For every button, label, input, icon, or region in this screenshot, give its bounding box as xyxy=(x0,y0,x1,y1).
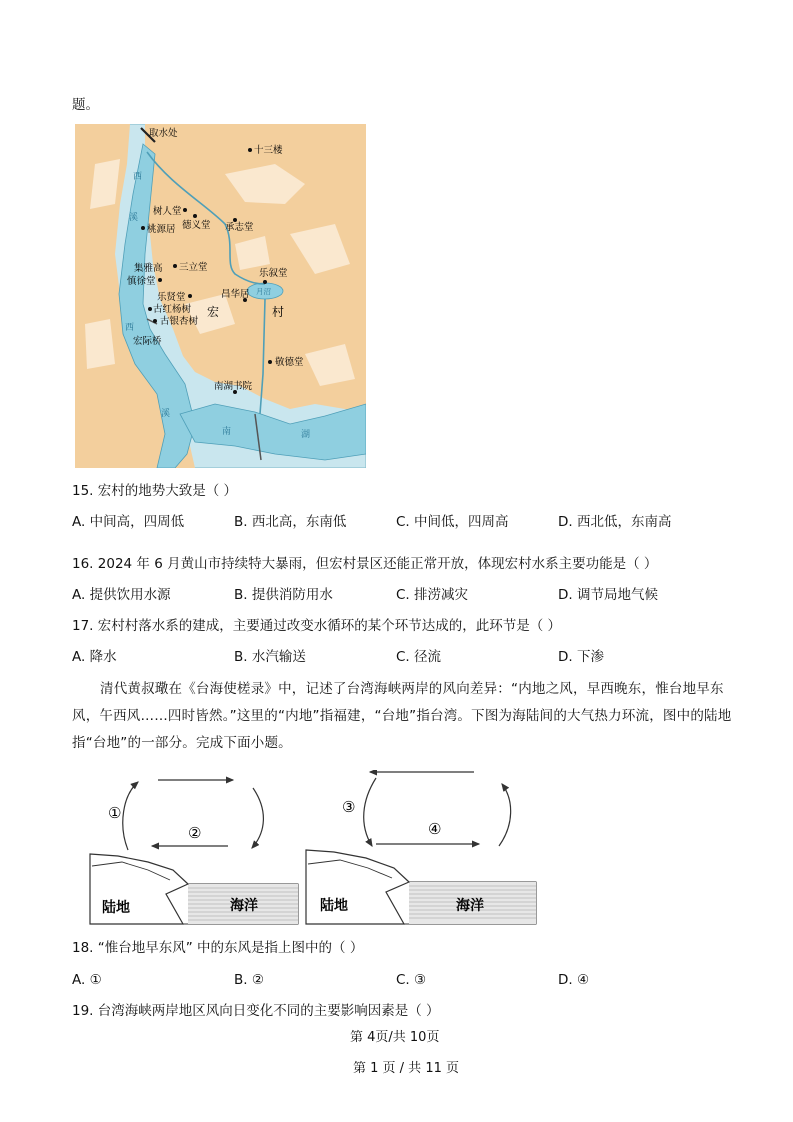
map-label-nan: 南 xyxy=(222,427,232,437)
map-label-hu: 湖 xyxy=(301,430,311,440)
q17-option-b[interactable]: B. 水汽输送 xyxy=(234,649,306,665)
q17-stem: 17. 宏村村落水系的建成，主要通过改变水循环的某个环节达成的，此环节是（ ） xyxy=(72,618,562,634)
map-label-nanhushuyuan: 南湖书院 xyxy=(214,381,253,392)
passage: 清代黄叔璥在《台海使槎录》中，记述了台湾海峡两岸的风向差异：“内地之风，早西晚东，惟台地早东风，午西风……四时皆然。”这里的“内地”指福建，“台地”指台湾。下图为海陆间的大气热力环流，图中的陆地指“台地”的一部分。完成下面小题。 xyxy=(72,681,732,751)
q16-option-a[interactable]: A. 提供饮用水源 xyxy=(72,587,171,603)
q16-option-d[interactable]: D. 调节局地气候 xyxy=(558,587,658,603)
label-land-right: 陆地 xyxy=(320,898,348,914)
intro-tail: 题。 xyxy=(72,97,99,113)
q15-option-d[interactable]: D. 西北低，东南高 xyxy=(558,514,672,530)
circulation-diagram-right xyxy=(304,770,540,925)
q16-stem: 16. 2024 年 6 月黄山市持续特大暴雨，但宏村景区还能正常开放，体现宏村水系主要功能是（ ） xyxy=(72,556,658,572)
map-label-intake: 取水处 xyxy=(149,128,178,139)
label-circle-4: ④ xyxy=(428,820,442,838)
map-label-chengzhitang: 承志堂 xyxy=(225,222,254,233)
label-circle-3: ③ xyxy=(342,798,356,816)
circulation-diagram-left xyxy=(88,770,300,925)
q16-option-c[interactable]: C. 排涝减灾 xyxy=(396,587,469,603)
map-label-xi4: 溪 xyxy=(161,409,171,419)
map-label-jiyagao: 集雅高 xyxy=(134,263,163,274)
map-label-sanlitang: 三立堂 xyxy=(179,262,208,273)
label-circle-1: ① xyxy=(108,804,122,822)
outer-page-footer: 第 1 页 / 共 11 页 xyxy=(353,1061,459,1076)
q17-option-a[interactable]: A. 降水 xyxy=(72,649,117,665)
q15-option-b[interactable]: B. 西北高，东南低 xyxy=(234,514,347,530)
map-label-cun: 村 xyxy=(272,305,285,319)
map-label-changhuaju: 昌华居 xyxy=(221,289,250,300)
map-label-shenxutang: 慎徐堂 xyxy=(127,276,156,287)
map-label-deyitang: 德义堂 xyxy=(182,220,211,231)
q18-stem: 18. “惟台地早东风” 中的东风是指上图中的（ ） xyxy=(72,940,364,956)
map-label-taoyuanju: 桃源居 xyxy=(147,224,176,235)
q18-option-d[interactable]: D. ④ xyxy=(558,972,590,988)
map-label-lexutang: 乐叙堂 xyxy=(259,268,288,279)
map-label-shisanlou: 十三楼 xyxy=(254,145,283,156)
map-figure xyxy=(75,124,366,468)
map-label-hongjiqiao: 宏际桥 xyxy=(133,336,162,347)
map-label-shurentang: 树人堂 xyxy=(153,206,182,217)
q15-option-a[interactable]: A. 中间高，四周低 xyxy=(72,514,185,530)
q15-stem: 15. 宏村的地势大致是（ ） xyxy=(72,483,238,499)
q18-option-c[interactable]: C. ③ xyxy=(396,972,427,988)
q16-option-b[interactable]: B. 提供消防用水 xyxy=(234,587,333,603)
q17-option-d[interactable]: D. 下渗 xyxy=(558,649,604,665)
q15-option-c[interactable]: C. 中间低，四周高 xyxy=(396,514,509,530)
label-sea-left: 海洋 xyxy=(230,898,258,914)
q19-stem: 19. 台湾海峡两岸地区风向日变化不同的主要影响因素是（ ） xyxy=(72,1003,440,1019)
label-land-left: 陆地 xyxy=(102,900,130,916)
map-label-hong: 宏 xyxy=(207,305,220,319)
label-sea-right: 海洋 xyxy=(456,898,484,914)
hongcun-map xyxy=(75,124,366,468)
map-label-xi1: 西 xyxy=(133,172,143,182)
q17-option-c[interactable]: C. 径流 xyxy=(396,649,442,665)
map-label-xi2: 溪 xyxy=(129,213,139,223)
map-label-xi3: 西 xyxy=(125,323,135,333)
q18-option-a[interactable]: A. ① xyxy=(72,972,102,988)
inner-page-footer: 第 4页/共 10页 xyxy=(350,1030,440,1045)
map-label-guyinxingshu: 古银杏树 xyxy=(160,316,199,327)
q18-option-b[interactable]: B. ② xyxy=(234,972,264,988)
map-label-guhongyangshu: 古红杨树 xyxy=(153,304,192,315)
map-label-lexiantang: 乐贤堂 xyxy=(157,292,186,303)
map-label-jingdetang: 敬德堂 xyxy=(275,357,304,368)
map-label-yuezhao: 月沼 xyxy=(256,287,271,296)
label-circle-2: ② xyxy=(188,824,202,842)
